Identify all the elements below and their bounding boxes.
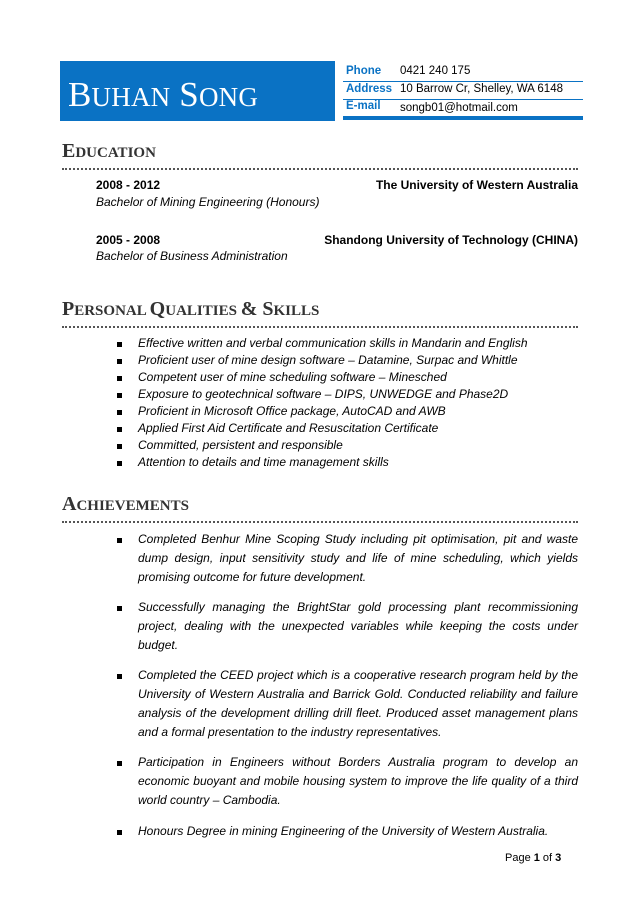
education-years: 2005 - 2008 <box>96 233 161 247</box>
education-degree: Bachelor of Mining Engineering (Honours) <box>96 195 320 209</box>
skill-item: Committed, persistent and responsible <box>138 438 343 452</box>
section-divider <box>62 521 578 523</box>
contact-divider <box>343 81 583 82</box>
bullet-icon <box>117 342 122 347</box>
achievement-item: Honours Degree in mining Engineering of the University of Western Australia. <box>138 824 549 838</box>
bullet-icon <box>117 410 122 415</box>
achievement-item: Completed the CEED project which is a cooperative research program held by the University of Western Australia and Barrick Gold. Conducted reliability and failure analysis of the development drilling drill fleet. Produced asset management plans and a formal presentation to the industry representatives. <box>138 668 578 739</box>
bullet-icon <box>117 674 122 679</box>
skill-item: Applied First Aid Certificate and Resuscitation Certificate <box>138 421 439 435</box>
education-school: Shandong University of Technology (CHINA) <box>324 233 578 247</box>
skill-item: Proficient user of mine design software – Datamine, Surpac and Whittle <box>138 353 518 367</box>
page-number: Page 1 of 3 <box>505 852 562 864</box>
skill-item: Attention to details and time management skills <box>138 455 389 469</box>
bullet-icon <box>117 606 122 611</box>
achievement-item: Successfully managing the BrightStar gold processing plant recommissioning project, dealing with the unexpected variables while keeping the costs under budget. <box>138 600 578 652</box>
section-divider <box>62 168 578 170</box>
skill-item: Proficient in Microsoft Office package, AutoCAD and AWB <box>138 404 446 418</box>
resume-header <box>60 61 583 121</box>
bullet-icon <box>117 393 122 398</box>
education-heading: EDUCATION <box>62 140 156 162</box>
skill-item: Exposure to geotechnical software – DIPS, UNWEDGE and Phase2D <box>138 387 509 401</box>
phone-value: 0421 240 175 <box>400 65 471 77</box>
address-value: 10 Barrow Cr, Shelley, WA 6148 <box>400 83 563 95</box>
education-school: The University of Western Australia <box>375 178 578 192</box>
education-years: 2008 - 2012 <box>96 178 161 192</box>
skill-item: Effective written and verbal communication skills in Mandarin and English <box>138 336 528 350</box>
achievements-heading: ACHIEVEMENTS <box>62 493 189 515</box>
education-degree: Bachelor of Business Administration <box>96 249 288 263</box>
achievement-item: Participation in Engineers without Borders Australia program to develop an economic buoyant and mobile housing system to improve the life quality of a third world country – Cambodia. <box>138 755 578 807</box>
bullet-icon <box>117 538 122 543</box>
achievement-item: Completed Benhur Mine Scoping Study including pit optimisation, pit and waste dump design, input sensitivity study and life of mine scheduling, which yields promising outcome for future development. <box>138 532 578 584</box>
skill-item: Competent user of mine scheduling software – Minesched <box>138 370 447 384</box>
section-divider <box>62 326 578 328</box>
bullet-icon <box>117 761 122 766</box>
skills-heading: PERSONAL QUALITIES & SKILLS <box>62 298 320 320</box>
bullet-icon <box>117 461 122 466</box>
email-value[interactable]: songb01@hotmail.com <box>400 102 518 114</box>
name-banner <box>60 61 335 121</box>
bullet-icon <box>117 376 122 381</box>
bullet-icon <box>117 444 122 449</box>
bullet-icon <box>117 427 122 432</box>
bullet-icon <box>117 359 122 364</box>
contact-baseline <box>343 116 583 120</box>
phone-label: Phone <box>346 65 382 77</box>
bullet-icon <box>117 830 122 835</box>
email-label: E-mail <box>346 100 381 112</box>
candidate-name: BUHAN SONG <box>68 75 259 114</box>
address-label: Address <box>346 83 393 95</box>
